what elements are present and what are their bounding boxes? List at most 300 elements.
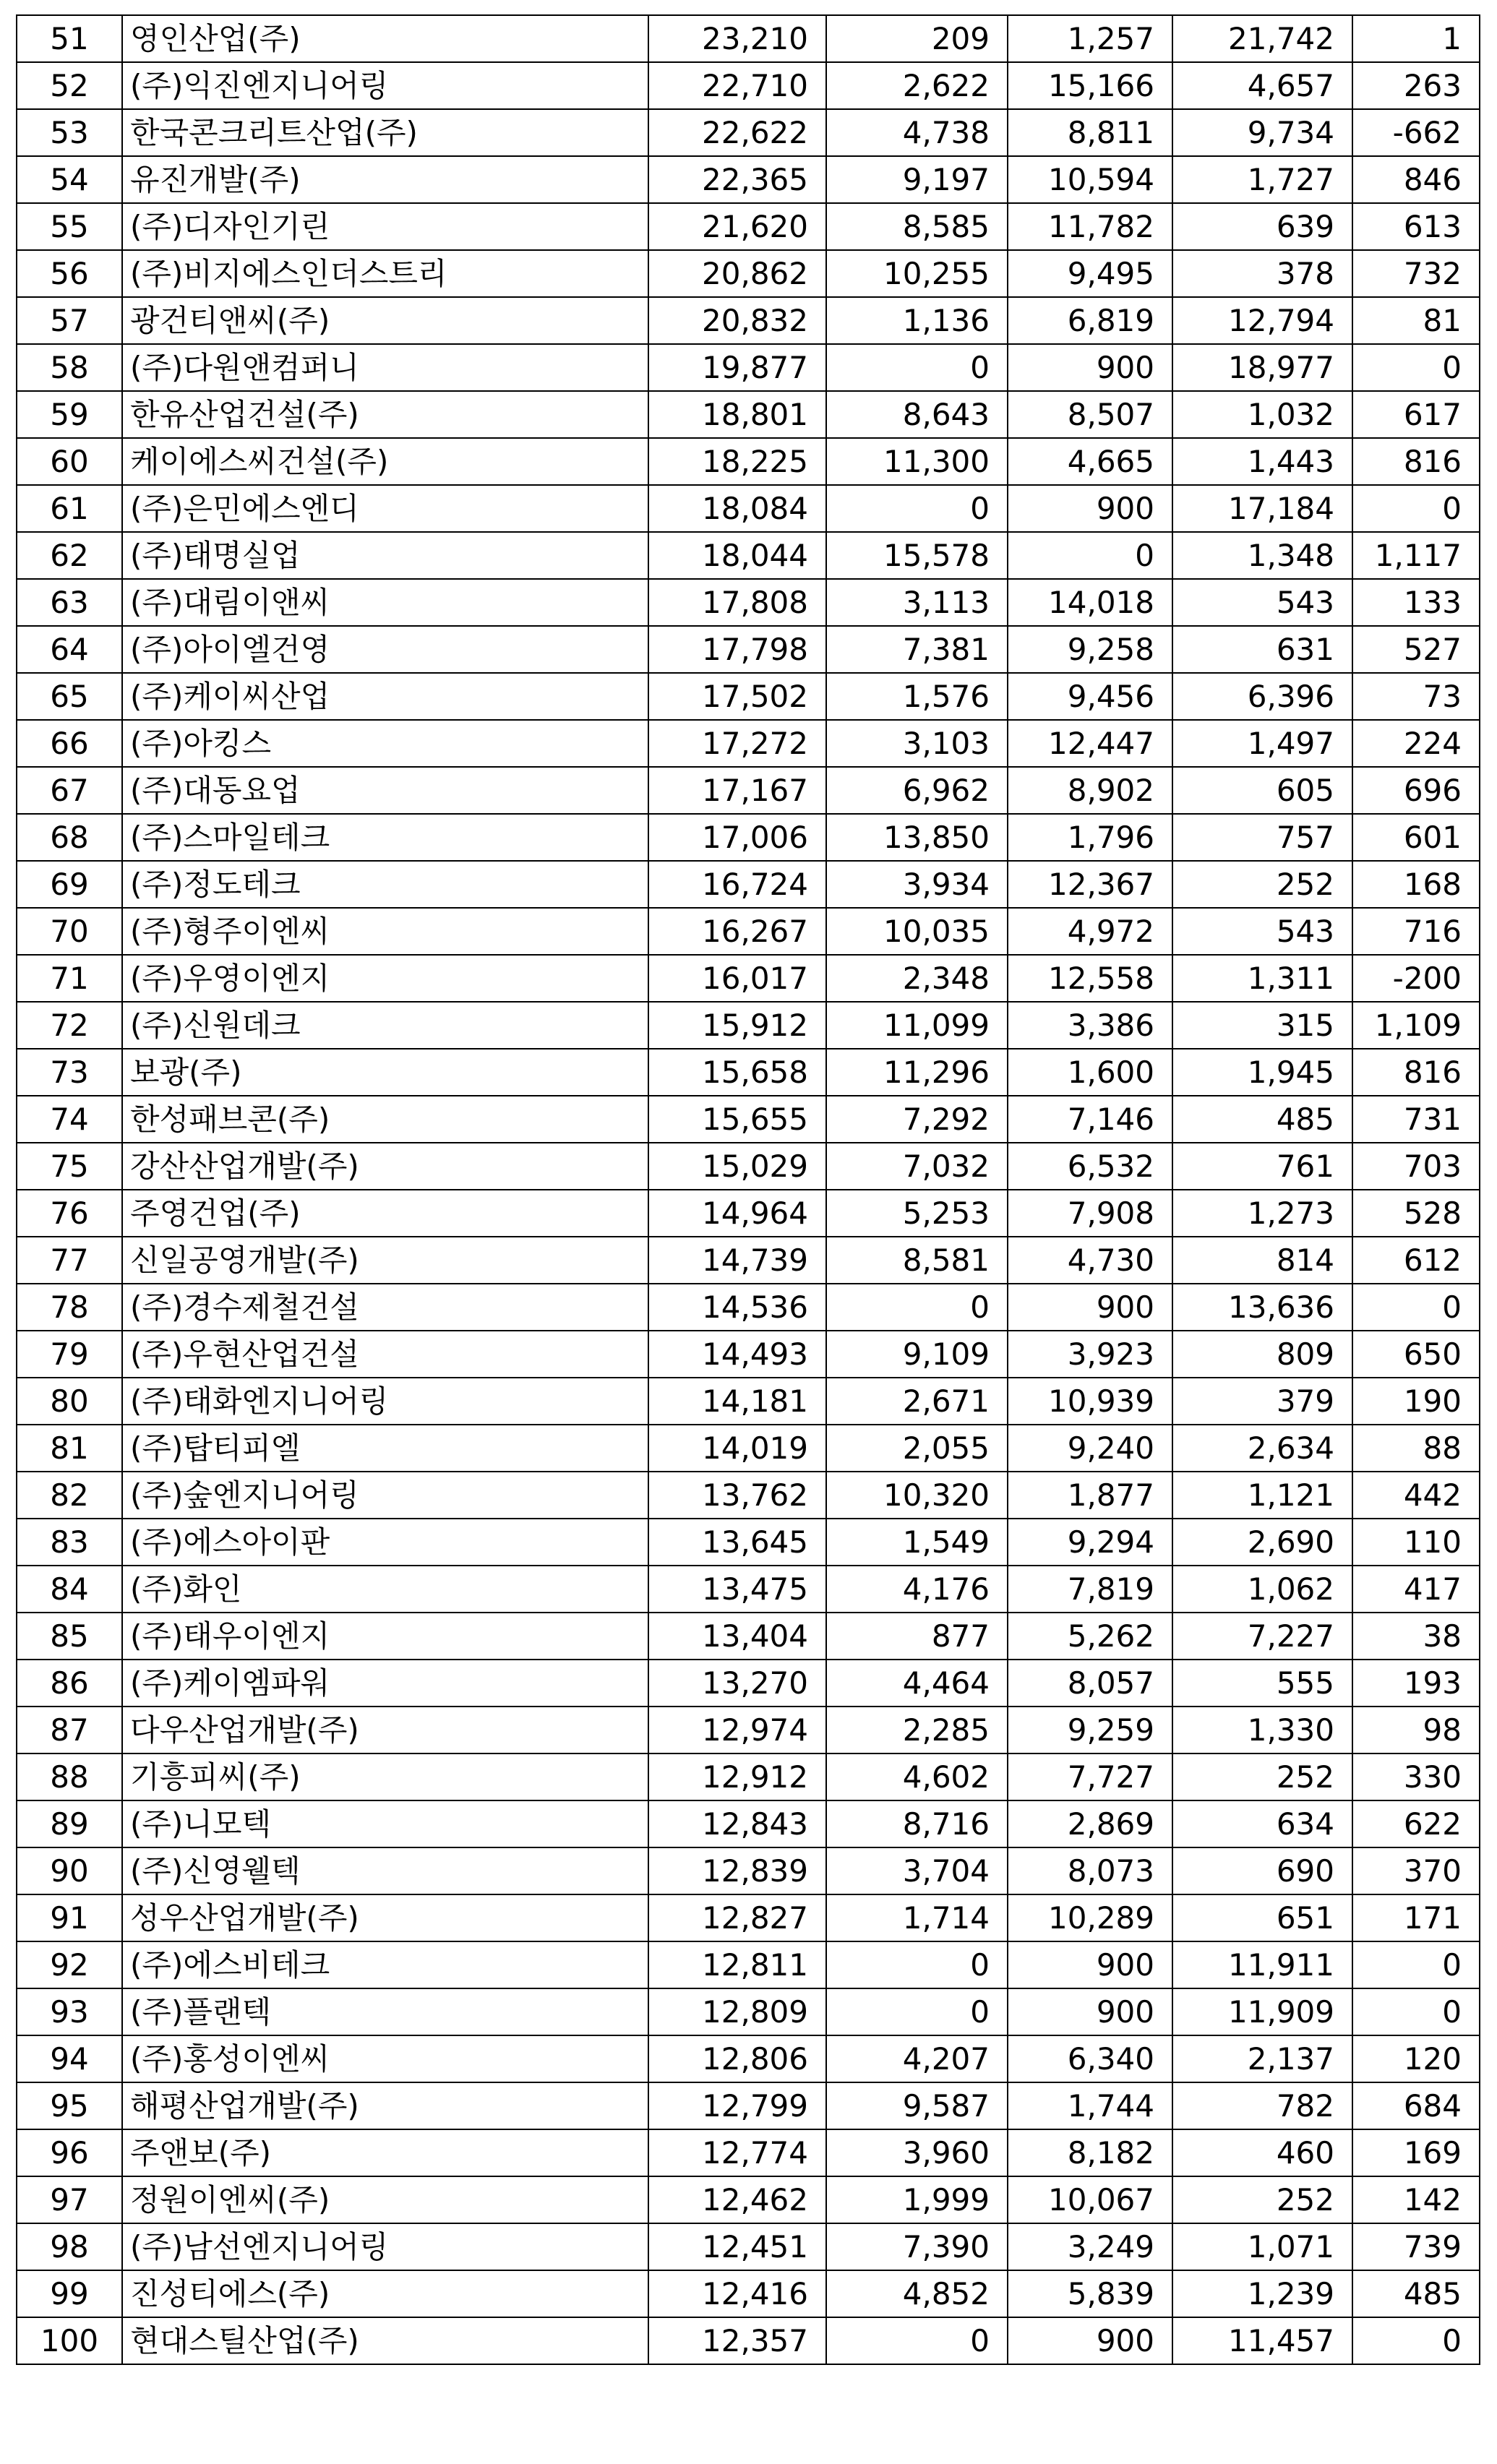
rank-cell: 79 <box>17 1331 122 1378</box>
value-a-cell: 3,704 <box>826 1847 1008 1894</box>
value-b-cell: 11,782 <box>1008 203 1172 250</box>
value-a-cell: 8,581 <box>826 1237 1008 1284</box>
value-b-cell: 10,594 <box>1008 156 1172 203</box>
total-cell: 13,762 <box>648 1472 826 1519</box>
value-a-cell: 8,585 <box>826 203 1008 250</box>
company-name-cell: (주)화인 <box>122 1566 648 1613</box>
table-row <box>17 814 1480 861</box>
company-name-cell: 한성패브콘(주) <box>122 1096 648 1143</box>
total-cell: 14,536 <box>648 1284 826 1331</box>
total-cell: 22,622 <box>648 109 826 156</box>
value-b-cell: 3,923 <box>1008 1331 1172 1378</box>
rank-cell: 60 <box>17 438 122 485</box>
value-b-cell: 9,495 <box>1008 250 1172 297</box>
value-a-cell: 877 <box>826 1613 1008 1660</box>
rank-cell: 63 <box>17 579 122 626</box>
value-c-cell: 1,443 <box>1172 438 1352 485</box>
value-a-cell: 2,348 <box>826 955 1008 1002</box>
value-c-cell: 1,071 <box>1172 2223 1352 2270</box>
table-row <box>17 2317 1480 2364</box>
value-b-cell: 900 <box>1008 485 1172 532</box>
value-d-cell: 88 <box>1352 1425 1480 1472</box>
company-name-cell: (주)신영웰텍 <box>122 1847 648 1894</box>
value-c-cell: 1,273 <box>1172 1190 1352 1237</box>
company-name-cell: (주)태명실업 <box>122 532 648 579</box>
total-cell: 13,270 <box>648 1660 826 1707</box>
value-a-cell: 4,464 <box>826 1660 1008 1707</box>
value-d-cell: -662 <box>1352 109 1480 156</box>
total-cell: 12,811 <box>648 1941 826 1988</box>
value-c-cell: 11,911 <box>1172 1941 1352 1988</box>
rank-cell: 75 <box>17 1143 122 1190</box>
value-a-cell: 11,296 <box>826 1049 1008 1096</box>
total-cell: 12,451 <box>648 2223 826 2270</box>
value-d-cell: 98 <box>1352 1707 1480 1753</box>
value-d-cell: 1,117 <box>1352 532 1480 579</box>
company-name-cell: (주)아이엘건영 <box>122 626 648 673</box>
rank-cell: 89 <box>17 1800 122 1847</box>
value-a-cell: 7,032 <box>826 1143 1008 1190</box>
total-cell: 12,799 <box>648 2082 826 2129</box>
total-cell: 12,462 <box>648 2176 826 2223</box>
value-a-cell: 3,934 <box>826 861 1008 908</box>
value-d-cell: 732 <box>1352 250 1480 297</box>
value-a-cell: 1,136 <box>826 297 1008 344</box>
value-d-cell: 716 <box>1352 908 1480 955</box>
value-a-cell: 0 <box>826 1988 1008 2035</box>
company-name-cell: (주)대림이앤씨 <box>122 579 648 626</box>
value-c-cell: 651 <box>1172 1894 1352 1941</box>
rank-cell: 67 <box>17 767 122 814</box>
rank-cell: 92 <box>17 1941 122 1988</box>
value-a-cell: 13,850 <box>826 814 1008 861</box>
value-b-cell: 1,257 <box>1008 15 1172 62</box>
total-cell: 14,739 <box>648 1237 826 1284</box>
value-b-cell: 1,744 <box>1008 2082 1172 2129</box>
total-cell: 20,832 <box>648 297 826 344</box>
value-c-cell: 485 <box>1172 1096 1352 1143</box>
company-name-cell: (주)익진엔지니어링 <box>122 62 648 109</box>
rank-cell: 100 <box>17 2317 122 2364</box>
value-c-cell: 2,690 <box>1172 1519 1352 1566</box>
value-d-cell: 696 <box>1352 767 1480 814</box>
table-row <box>17 15 1480 62</box>
table-row <box>17 908 1480 955</box>
value-c-cell: 1,121 <box>1172 1472 1352 1519</box>
company-name-cell: 신일공영개발(주) <box>122 1237 648 1284</box>
table-row <box>17 2082 1480 2129</box>
value-b-cell: 8,902 <box>1008 767 1172 814</box>
value-a-cell: 0 <box>826 1941 1008 1988</box>
value-a-cell: 9,109 <box>826 1331 1008 1378</box>
rank-cell: 59 <box>17 391 122 438</box>
rank-cell: 54 <box>17 156 122 203</box>
value-d-cell: 731 <box>1352 1096 1480 1143</box>
rank-cell: 81 <box>17 1425 122 1472</box>
value-d-cell: 739 <box>1352 2223 1480 2270</box>
table-row <box>17 62 1480 109</box>
value-b-cell: 9,294 <box>1008 1519 1172 1566</box>
value-b-cell: 14,018 <box>1008 579 1172 626</box>
rank-cell: 65 <box>17 673 122 720</box>
rank-cell: 86 <box>17 1660 122 1707</box>
value-b-cell: 8,811 <box>1008 109 1172 156</box>
value-c-cell: 11,909 <box>1172 1988 1352 2035</box>
value-c-cell: 809 <box>1172 1331 1352 1378</box>
value-d-cell: 703 <box>1352 1143 1480 1190</box>
table-row <box>17 720 1480 767</box>
value-c-cell: 4,657 <box>1172 62 1352 109</box>
value-a-cell: 6,962 <box>826 767 1008 814</box>
value-c-cell: 252 <box>1172 2176 1352 2223</box>
table-row <box>17 1472 1480 1519</box>
rank-cell: 53 <box>17 109 122 156</box>
value-a-cell: 2,671 <box>826 1378 1008 1425</box>
value-d-cell: 417 <box>1352 1566 1480 1613</box>
total-cell: 20,862 <box>648 250 826 297</box>
company-name-cell: 해평산업개발(주) <box>122 2082 648 2129</box>
value-d-cell: 110 <box>1352 1519 1480 1566</box>
company-name-cell: 현대스틸산업(주) <box>122 2317 648 2364</box>
table-row <box>17 1988 1480 2035</box>
total-cell: 15,658 <box>648 1049 826 1096</box>
value-b-cell: 4,665 <box>1008 438 1172 485</box>
value-c-cell: 1,727 <box>1172 156 1352 203</box>
value-a-cell: 11,099 <box>826 1002 1008 1049</box>
company-name-cell: 보광(주) <box>122 1049 648 1096</box>
total-cell: 18,801 <box>648 391 826 438</box>
company-name-cell: (주)탑티피엘 <box>122 1425 648 1472</box>
value-b-cell: 10,939 <box>1008 1378 1172 1425</box>
value-d-cell: 617 <box>1352 391 1480 438</box>
table-row <box>17 532 1480 579</box>
table-row <box>17 2223 1480 2270</box>
value-d-cell: 650 <box>1352 1331 1480 1378</box>
value-d-cell: 816 <box>1352 1049 1480 1096</box>
company-name-cell: (주)비지에스인더스트리 <box>122 250 648 297</box>
value-c-cell: 1,348 <box>1172 532 1352 579</box>
value-d-cell: 263 <box>1352 62 1480 109</box>
rank-cell: 94 <box>17 2035 122 2082</box>
value-b-cell: 7,908 <box>1008 1190 1172 1237</box>
value-b-cell: 1,600 <box>1008 1049 1172 1096</box>
value-c-cell: 1,497 <box>1172 720 1352 767</box>
table-row <box>17 250 1480 297</box>
table-row <box>17 203 1480 250</box>
value-c-cell: 379 <box>1172 1378 1352 1425</box>
total-cell: 17,502 <box>648 673 826 720</box>
total-cell: 17,808 <box>648 579 826 626</box>
value-c-cell: 757 <box>1172 814 1352 861</box>
rank-cell: 51 <box>17 15 122 62</box>
value-c-cell: 639 <box>1172 203 1352 250</box>
total-cell: 13,475 <box>648 1566 826 1613</box>
value-d-cell: 0 <box>1352 344 1480 391</box>
value-a-cell: 9,587 <box>826 2082 1008 2129</box>
rank-cell: 82 <box>17 1472 122 1519</box>
rank-cell: 64 <box>17 626 122 673</box>
table-row <box>17 2129 1480 2176</box>
rank-cell: 58 <box>17 344 122 391</box>
table-row <box>17 1660 1480 1707</box>
value-c-cell: 1,062 <box>1172 1566 1352 1613</box>
value-a-cell: 2,285 <box>826 1707 1008 1753</box>
company-name-cell: 진성티에스(주) <box>122 2270 648 2317</box>
value-a-cell: 4,738 <box>826 109 1008 156</box>
rank-cell: 71 <box>17 955 122 1002</box>
rank-cell: 78 <box>17 1284 122 1331</box>
table-row <box>17 1237 1480 1284</box>
value-a-cell: 1,576 <box>826 673 1008 720</box>
value-d-cell: 193 <box>1352 1660 1480 1707</box>
value-b-cell: 2,869 <box>1008 1800 1172 1847</box>
value-d-cell: 0 <box>1352 485 1480 532</box>
table-row <box>17 1049 1480 1096</box>
table-row <box>17 156 1480 203</box>
rank-cell: 66 <box>17 720 122 767</box>
value-b-cell: 0 <box>1008 532 1172 579</box>
value-b-cell: 9,456 <box>1008 673 1172 720</box>
value-a-cell: 10,035 <box>826 908 1008 955</box>
value-c-cell: 543 <box>1172 908 1352 955</box>
value-b-cell: 5,839 <box>1008 2270 1172 2317</box>
total-cell: 16,267 <box>648 908 826 955</box>
value-d-cell: 0 <box>1352 1284 1480 1331</box>
company-name-cell: 정원이엔씨(주) <box>122 2176 648 2223</box>
value-b-cell: 3,386 <box>1008 1002 1172 1049</box>
total-cell: 17,272 <box>648 720 826 767</box>
rank-cell: 57 <box>17 297 122 344</box>
total-cell: 12,974 <box>648 1707 826 1753</box>
rank-cell: 68 <box>17 814 122 861</box>
value-c-cell: 1,311 <box>1172 955 1352 1002</box>
company-name-cell: 한국콘크리트산업(주) <box>122 109 648 156</box>
value-d-cell: 38 <box>1352 1613 1480 1660</box>
table-row <box>17 1894 1480 1941</box>
total-cell: 14,019 <box>648 1425 826 1472</box>
table-row <box>17 1096 1480 1143</box>
value-b-cell: 9,258 <box>1008 626 1172 673</box>
rank-cell: 95 <box>17 2082 122 2129</box>
total-cell: 21,620 <box>648 203 826 250</box>
table-row <box>17 438 1480 485</box>
value-b-cell: 5,262 <box>1008 1613 1172 1660</box>
table-row <box>17 485 1480 532</box>
table-row <box>17 109 1480 156</box>
value-b-cell: 6,340 <box>1008 2035 1172 2082</box>
value-c-cell: 761 <box>1172 1143 1352 1190</box>
value-a-cell: 0 <box>826 485 1008 532</box>
total-cell: 14,964 <box>648 1190 826 1237</box>
value-b-cell: 4,730 <box>1008 1237 1172 1284</box>
value-b-cell: 9,259 <box>1008 1707 1172 1753</box>
rank-cell: 80 <box>17 1378 122 1425</box>
value-c-cell: 634 <box>1172 1800 1352 1847</box>
value-a-cell: 4,176 <box>826 1566 1008 1613</box>
rank-cell: 90 <box>17 1847 122 1894</box>
table-row <box>17 1613 1480 1660</box>
value-b-cell: 8,507 <box>1008 391 1172 438</box>
value-c-cell: 9,734 <box>1172 109 1352 156</box>
table-row <box>17 1566 1480 1613</box>
value-c-cell: 252 <box>1172 1753 1352 1800</box>
value-d-cell: 169 <box>1352 2129 1480 2176</box>
total-cell: 16,724 <box>648 861 826 908</box>
value-a-cell: 7,381 <box>826 626 1008 673</box>
value-b-cell: 3,249 <box>1008 2223 1172 2270</box>
value-c-cell: 1,945 <box>1172 1049 1352 1096</box>
total-cell: 23,210 <box>648 15 826 62</box>
value-d-cell: 190 <box>1352 1378 1480 1425</box>
total-cell: 12,843 <box>648 1800 826 1847</box>
rank-cell: 83 <box>17 1519 122 1566</box>
company-name-cell: (주)에스비테크 <box>122 1941 648 1988</box>
company-name-cell: 한유산업건설(주) <box>122 391 648 438</box>
value-a-cell: 2,622 <box>826 62 1008 109</box>
company-name-cell: (주)에스아이판 <box>122 1519 648 1566</box>
table-row <box>17 1284 1480 1331</box>
company-name-cell: 케이에스씨건설(주) <box>122 438 648 485</box>
value-a-cell: 11,300 <box>826 438 1008 485</box>
total-cell: 14,493 <box>648 1331 826 1378</box>
rank-cell: 98 <box>17 2223 122 2270</box>
value-a-cell: 7,292 <box>826 1096 1008 1143</box>
company-name-cell: 광건티앤씨(주) <box>122 297 648 344</box>
value-c-cell: 252 <box>1172 861 1352 908</box>
company-name-cell: (주)정도테크 <box>122 861 648 908</box>
value-a-cell: 3,960 <box>826 2129 1008 2176</box>
value-c-cell: 17,184 <box>1172 485 1352 532</box>
value-a-cell: 5,253 <box>826 1190 1008 1237</box>
value-d-cell: 330 <box>1352 1753 1480 1800</box>
value-d-cell: 120 <box>1352 2035 1480 2082</box>
company-name-cell: 유진개발(주) <box>122 156 648 203</box>
value-c-cell: 315 <box>1172 1002 1352 1049</box>
value-c-cell: 7,227 <box>1172 1613 1352 1660</box>
value-c-cell: 543 <box>1172 579 1352 626</box>
rank-cell: 91 <box>17 1894 122 1941</box>
total-cell: 12,806 <box>648 2035 826 2082</box>
total-cell: 18,044 <box>648 532 826 579</box>
value-d-cell: 1 <box>1352 15 1480 62</box>
rank-cell: 97 <box>17 2176 122 2223</box>
value-d-cell: 816 <box>1352 438 1480 485</box>
value-c-cell: 11,457 <box>1172 2317 1352 2364</box>
total-cell: 17,006 <box>648 814 826 861</box>
total-cell: 12,416 <box>648 2270 826 2317</box>
total-cell: 15,655 <box>648 1096 826 1143</box>
company-name-cell: (주)스마일테크 <box>122 814 648 861</box>
value-d-cell: 622 <box>1352 1800 1480 1847</box>
value-d-cell: 171 <box>1352 1894 1480 1941</box>
value-c-cell: 460 <box>1172 2129 1352 2176</box>
value-b-cell: 12,367 <box>1008 861 1172 908</box>
rank-cell: 96 <box>17 2129 122 2176</box>
table-row <box>17 2270 1480 2317</box>
value-b-cell: 10,067 <box>1008 2176 1172 2223</box>
value-c-cell: 13,636 <box>1172 1284 1352 1331</box>
company-name-cell: (주)신원데크 <box>122 1002 648 1049</box>
table-row <box>17 2176 1480 2223</box>
value-a-cell: 10,255 <box>826 250 1008 297</box>
value-d-cell: 485 <box>1352 2270 1480 2317</box>
value-c-cell: 378 <box>1172 250 1352 297</box>
rank-cell: 52 <box>17 62 122 109</box>
total-cell: 18,084 <box>648 485 826 532</box>
table-row <box>17 1941 1480 1988</box>
value-c-cell: 2,137 <box>1172 2035 1352 2082</box>
value-b-cell: 1,796 <box>1008 814 1172 861</box>
rank-cell: 88 <box>17 1753 122 1800</box>
rank-cell: 72 <box>17 1002 122 1049</box>
value-c-cell: 12,794 <box>1172 297 1352 344</box>
table-row <box>17 767 1480 814</box>
total-cell: 12,809 <box>648 1988 826 2035</box>
value-b-cell: 4,972 <box>1008 908 1172 955</box>
total-cell: 18,225 <box>648 438 826 485</box>
company-name-cell: (주)아킹스 <box>122 720 648 767</box>
company-name-cell: (주)태우이엔지 <box>122 1613 648 1660</box>
total-cell: 17,167 <box>648 767 826 814</box>
value-d-cell: 0 <box>1352 1941 1480 1988</box>
value-b-cell: 900 <box>1008 1941 1172 1988</box>
value-a-cell: 0 <box>826 1284 1008 1331</box>
table-row <box>17 1707 1480 1753</box>
value-c-cell: 6,396 <box>1172 673 1352 720</box>
table-row <box>17 2035 1480 2082</box>
total-cell: 12,357 <box>648 2317 826 2364</box>
value-d-cell: 0 <box>1352 2317 1480 2364</box>
company-name-cell: (주)다원앤컴퍼니 <box>122 344 648 391</box>
value-d-cell: 601 <box>1352 814 1480 861</box>
value-b-cell: 12,558 <box>1008 955 1172 1002</box>
value-c-cell: 631 <box>1172 626 1352 673</box>
value-b-cell: 15,166 <box>1008 62 1172 109</box>
total-cell: 12,912 <box>648 1753 826 1800</box>
table-row <box>17 1143 1480 1190</box>
table-row <box>17 344 1480 391</box>
table-row <box>17 626 1480 673</box>
company-name-cell: (주)홍성이엔씨 <box>122 2035 648 2082</box>
value-d-cell: 1,109 <box>1352 1002 1480 1049</box>
table-row <box>17 391 1480 438</box>
rank-cell: 56 <box>17 250 122 297</box>
value-b-cell: 9,240 <box>1008 1425 1172 1472</box>
value-c-cell: 814 <box>1172 1237 1352 1284</box>
company-name-cell: (주)남선엔지니어링 <box>122 2223 648 2270</box>
value-b-cell: 8,182 <box>1008 2129 1172 2176</box>
rank-cell: 76 <box>17 1190 122 1237</box>
value-b-cell: 6,819 <box>1008 297 1172 344</box>
value-d-cell: 527 <box>1352 626 1480 673</box>
value-a-cell: 0 <box>826 2317 1008 2364</box>
table-row <box>17 955 1480 1002</box>
value-b-cell: 8,057 <box>1008 1660 1172 1707</box>
total-cell: 12,774 <box>648 2129 826 2176</box>
value-c-cell: 18,977 <box>1172 344 1352 391</box>
value-d-cell: 442 <box>1352 1472 1480 1519</box>
table-row <box>17 1519 1480 1566</box>
company-name-cell: 주영건업(주) <box>122 1190 648 1237</box>
value-d-cell: 613 <box>1352 203 1480 250</box>
table-row <box>17 579 1480 626</box>
company-name-cell: 성우산업개발(주) <box>122 1894 648 1941</box>
total-cell: 14,181 <box>648 1378 826 1425</box>
company-name-cell: (주)우영이엔지 <box>122 955 648 1002</box>
value-c-cell: 690 <box>1172 1847 1352 1894</box>
value-a-cell: 3,103 <box>826 720 1008 767</box>
value-a-cell: 8,643 <box>826 391 1008 438</box>
